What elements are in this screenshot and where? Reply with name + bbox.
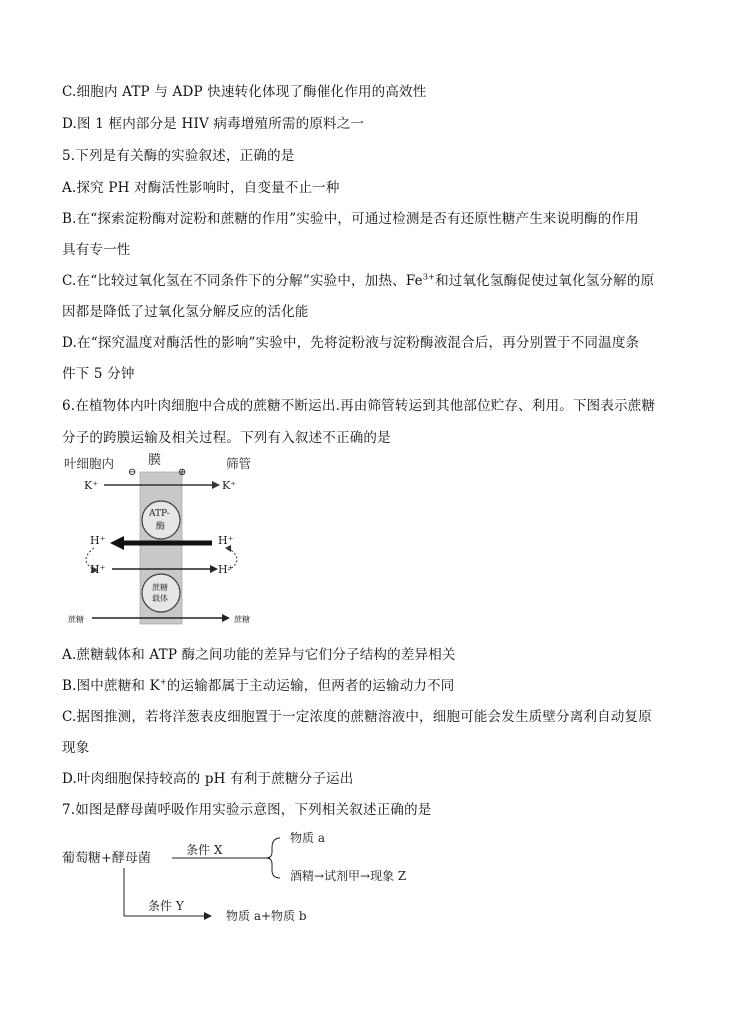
- k-ion-right: K⁺: [222, 479, 237, 492]
- h-ion-right-1: H⁺: [218, 534, 234, 547]
- yeast-respiration-figure: [62, 822, 442, 922]
- question-6-option-b: B.图中蔗糖和 K+的运输都属于主动运输，但两者的运输动力不同: [62, 677, 455, 694]
- condition-y-label: 条件 Y: [148, 899, 184, 913]
- question-6-stem: 6.在植物体内叶肉细胞中合成的蔗糖不断运出.再由筛管转运到其他部位贮存、利用。下图表示蔗糖: [62, 398, 656, 414]
- glucose-yeast-label: 葡萄糖+酵母菌: [62, 851, 151, 866]
- plus-charge-icon: ⊕: [178, 467, 187, 478]
- sucrose-carrier-label-2: 载体: [152, 594, 168, 603]
- question-5-stem: 5.下列是有关酶的实验叙述，正确的是: [62, 148, 295, 164]
- question-6-option-a: A.蔗糖载体和 ATP 酶之间功能的差异与它们分子结构的差异相关: [62, 647, 456, 663]
- option-5c-prev: C.细胞内 ATP 与 ADP 快速转化体现了酶催化作用的高效性: [62, 84, 427, 100]
- question-6-option-c-cont: 现象: [62, 740, 90, 756]
- sucrose-transport-figure: [60, 452, 270, 630]
- sieve-tube-label: 筛管: [226, 456, 252, 471]
- membrane-label: 膜: [148, 453, 162, 468]
- atp-enzyme-label: ATP-: [149, 509, 170, 519]
- question-7-stem: 7.如图是酵母菌呼吸作用实验示意图，下列相关叙述正确的是: [62, 802, 432, 818]
- sucrose-carrier-label: 蔗糖: [152, 583, 168, 592]
- question-5-option-c: C.在“比较过氧化氢在不同条件下的分解”实验中，加热、$Fe^{3+}$和过氧化氢酶促使过氧化氢分解的原: [62, 272, 655, 289]
- k-ion-left: K⁺: [84, 479, 99, 492]
- h-ion-right-2: H⁺: [218, 563, 234, 576]
- minus-charge-icon: ⊖: [128, 467, 137, 478]
- question-5-option-d-cont: 件下 5 分钟: [62, 366, 135, 382]
- question-6-option-c: C.据图推测，若将洋葱表皮细胞置于一定浓度的蔗糖溶液中，细胞可能会发生质壁分离利自动复原: [62, 709, 652, 725]
- sucrose-right: 蔗糖: [234, 615, 250, 624]
- question-5-option-b-cont: 具有专一性: [62, 242, 131, 258]
- h-ion-left-1: H⁺: [90, 534, 106, 547]
- alcohol-reagent-chain: 酒精→试剂甲→现象 Z: [290, 869, 407, 883]
- product-a-label: 物质 a: [290, 831, 325, 845]
- question-6-option-d: D.叶肉细胞保持较高的 pH 有利于蔗糖分子运出: [62, 771, 354, 787]
- question-5-option-c-cont: 因都是降低了过氧化氢分解反应的活化能: [62, 304, 309, 320]
- question-6-stem-cont: 分子的跨膜运输及相关过程。下列有入叙述不正确的是: [62, 430, 391, 446]
- condition-x-label: 条件 X: [186, 843, 223, 857]
- question-5-option-b: B.在“探索淀粉酶对淀粉和蔗糖的作用”实验中，可通过检测是否有还原性糖产生来说明酶的作用: [62, 211, 639, 227]
- atp-enzyme-label-2: 酶: [156, 522, 166, 532]
- cell-interior-label: 叶细胞内: [64, 456, 115, 471]
- h-ion-left-2: H⁺: [90, 563, 106, 576]
- option-5d-prev: D.图 1 框内部分是 HIV 病毒增殖所需的原料之一: [62, 116, 365, 132]
- sucrose-left: 蔗糖: [68, 615, 84, 624]
- product-ab-label: 物质 a+物质 b: [226, 909, 307, 922]
- question-5-option-a: A.探究 PH 对酶活性影响时，自变量不止一种: [62, 180, 340, 196]
- question-5-option-d: D.在“探究温度对酶活性的影响”实验中，先将淀粉液与淀粉酶液混合后，再分别置于不同温度条: [62, 335, 640, 351]
